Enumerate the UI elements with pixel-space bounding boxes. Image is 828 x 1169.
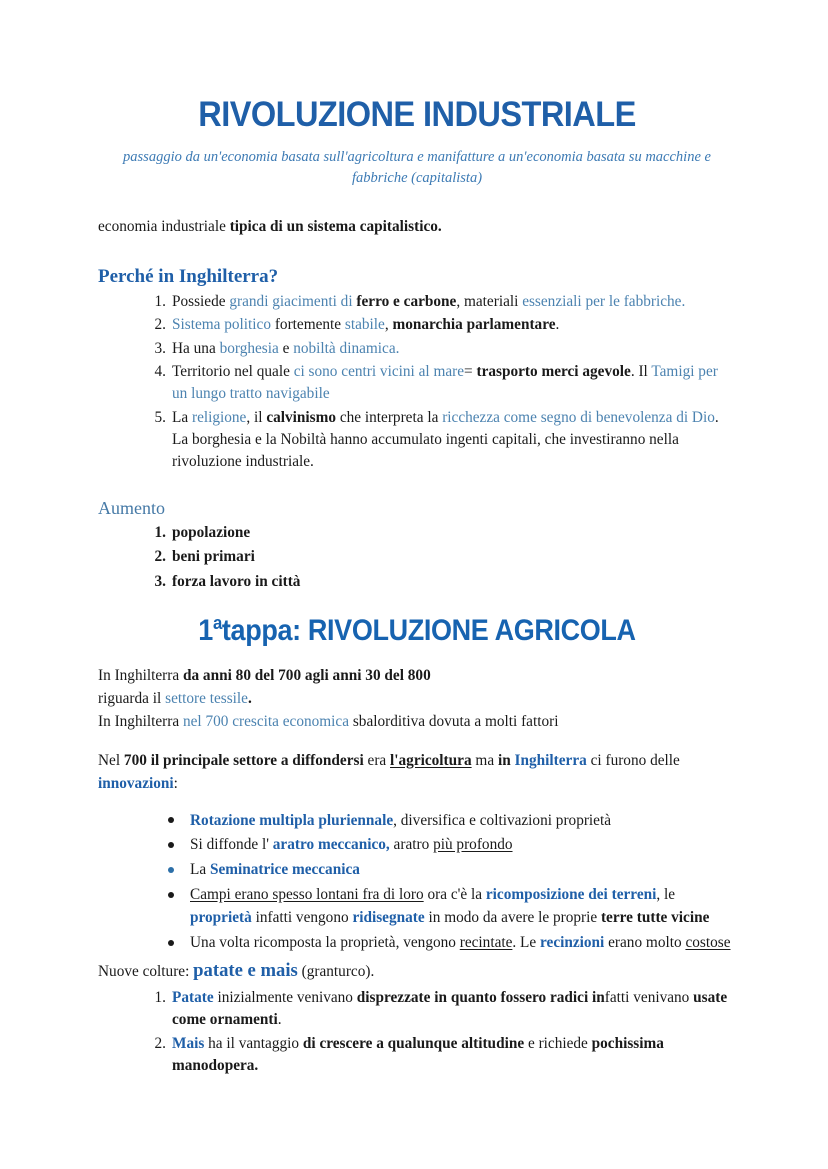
text-run: Patate xyxy=(172,989,214,1007)
text-run: innovazioni xyxy=(98,774,174,792)
text-run: (granturco). xyxy=(297,963,375,981)
text-run: era xyxy=(363,751,391,769)
bullet-icon xyxy=(168,940,174,946)
list-item xyxy=(150,570,736,593)
text-run: economia industriale xyxy=(98,218,230,236)
list-item xyxy=(168,932,736,955)
text-run: tipica di un sistema capitalistico. xyxy=(229,218,442,236)
banner-prefix: 1 xyxy=(198,613,213,647)
text-run: ci furono delle xyxy=(586,751,680,769)
text-run: infatti vengono xyxy=(251,909,353,927)
list-nuove-colture xyxy=(98,987,736,1077)
text-run: In Inghilterra xyxy=(98,712,183,730)
list-item xyxy=(150,338,736,360)
bullet-icon xyxy=(168,817,174,823)
text-run: in modo da avere le proprie xyxy=(424,909,601,927)
text-run: Rotazione multipla pluriennale xyxy=(190,811,394,829)
page-subtitle: passaggio da un'economia basata sull'agricoltura e manifatture a un'economia basata su macchine e fabbriche (capitalista) xyxy=(123,149,711,186)
tappa-line xyxy=(98,665,736,688)
list-item xyxy=(168,810,736,833)
text-run: borghesia xyxy=(219,339,279,357)
text-run: Territorio nel quale xyxy=(172,362,294,380)
text-run: recintate xyxy=(459,934,513,952)
text-run: inizialmente venivano xyxy=(213,989,357,1007)
spacer xyxy=(98,796,736,810)
text-run: = xyxy=(464,362,477,380)
text-run: religione xyxy=(191,408,247,426)
tappa-line xyxy=(98,688,736,711)
list-item xyxy=(150,361,736,406)
text-run: in xyxy=(497,751,515,769)
text-run: trasporto merci agevole xyxy=(476,362,631,380)
text-run: La xyxy=(190,861,210,879)
banner-ordinal-sup: a xyxy=(212,611,222,633)
intro-paragraph xyxy=(98,216,736,239)
text-run: beni primari xyxy=(172,548,255,566)
spacer xyxy=(98,188,736,216)
text-run: , diversifica e coltivazioni proprietà xyxy=(393,811,612,829)
text-run: nobiltà dinamica. xyxy=(293,339,400,357)
text-run: : xyxy=(173,774,178,792)
text-run: ora c'è la xyxy=(423,886,486,904)
list-item xyxy=(150,545,736,568)
text-run: . Il xyxy=(630,362,652,380)
text-run: costose xyxy=(685,934,731,952)
text-run: ferro e carbone xyxy=(356,292,457,310)
text-run: di crescere a qualunque altitudine xyxy=(302,1034,525,1052)
text-run: ha il vantaggio xyxy=(204,1034,303,1052)
text-run: Una volta ricomposta la proprietà, vengono xyxy=(190,934,460,952)
spacer xyxy=(98,594,736,614)
text-run: calvinismo xyxy=(266,408,337,426)
list-item xyxy=(150,407,736,474)
text-run: , le xyxy=(656,886,676,904)
heading-perche-in-inghilterra: Perché in Inghilterra? xyxy=(98,266,279,288)
text-run: , il xyxy=(246,408,267,426)
text-run: usate come ornamenti xyxy=(172,989,728,1029)
list-item xyxy=(168,859,736,882)
spacer xyxy=(98,475,736,497)
text-run: essenziali per le fabbriche. xyxy=(522,292,686,310)
text-run: patate e mais xyxy=(193,960,298,982)
text-run: . xyxy=(247,689,252,707)
text-run: Inghilterra xyxy=(514,751,587,769)
text-run: Si diffonde l' xyxy=(190,836,273,854)
list-aumento xyxy=(98,521,736,593)
text-run: . xyxy=(277,1011,282,1029)
text-run: pochissima manodopera. xyxy=(172,1034,664,1075)
text-run: ci sono centri vicini al mare xyxy=(293,362,465,380)
text-run: aratro meccanico, xyxy=(272,836,390,854)
list-item xyxy=(150,521,736,544)
text-run: stabile xyxy=(344,316,385,334)
text-run: monarchia parlamentare xyxy=(392,316,556,334)
text-run: . Le xyxy=(512,934,541,952)
list-item xyxy=(150,314,736,336)
text-run: popolazione xyxy=(172,524,251,542)
text-run: Seminatrice meccanica xyxy=(209,861,360,879)
text-run: disprezzate in quanto fossero radici in xyxy=(356,989,605,1007)
list-item xyxy=(168,834,736,857)
text-run: settore tessile xyxy=(165,689,248,707)
spacer xyxy=(98,647,736,665)
heading-prima-tappa xyxy=(130,611,704,647)
text-run: In Inghilterra xyxy=(98,666,183,684)
text-run: e richiede xyxy=(524,1034,592,1052)
text-run: l'agricoltura xyxy=(390,751,472,769)
innovazioni-paragraph xyxy=(98,750,736,796)
text-run: Ha una xyxy=(172,339,220,357)
text-run: Nuove colture: xyxy=(98,963,194,981)
heading-aumento: Aumento xyxy=(98,497,165,518)
list-innovazioni xyxy=(98,810,736,956)
list-item xyxy=(150,987,736,1032)
text-run: ma xyxy=(471,751,498,769)
text-run: fortemente xyxy=(271,316,345,334)
text-run: aratro xyxy=(389,836,434,854)
text-run: Sistema politico xyxy=(172,316,271,334)
text-run: che interpreta la xyxy=(336,408,443,426)
text-run: 700 il principale settore a diffondersi xyxy=(123,751,364,769)
bullet-icon xyxy=(168,842,174,848)
text-run: recinzioni xyxy=(540,934,605,952)
list-item xyxy=(150,1033,736,1078)
text-run: riguarda il xyxy=(98,689,166,707)
text-run: grandi giacimenti di xyxy=(229,292,357,310)
text-run: . La borghesia e la Nobiltà hanno accumulato ingenti capitali, che investiranno nella rivoluzione industriale. xyxy=(172,408,719,471)
text-run: fatti venivano xyxy=(604,989,694,1007)
text-run: ricomposizione dei terreni xyxy=(485,886,657,904)
text-run: Mais xyxy=(172,1034,205,1052)
text-run: erano molto xyxy=(604,934,686,952)
text-run: , xyxy=(384,316,393,334)
bullet-icon xyxy=(168,892,174,898)
text-run: più profondo xyxy=(433,836,513,854)
text-run: ricchezza come segno di benevolenza di Dio xyxy=(442,408,715,426)
text-run: La xyxy=(172,408,192,426)
text-run: da anni 80 del 700 agli anni 30 del 800 xyxy=(182,666,431,684)
text-run: e xyxy=(278,339,294,357)
nuove-colture-line xyxy=(98,957,736,985)
text-run: proprietà xyxy=(190,909,252,927)
spacer xyxy=(98,239,736,265)
banner-rest: tappa: RIVOLUZIONE AGRICOLA xyxy=(221,613,636,647)
page-title: RIVOLUZIONE INDUSTRIALE xyxy=(198,95,636,134)
text-run: sbalorditiva dovuta a molti fattori xyxy=(349,712,559,730)
list-item xyxy=(168,884,736,930)
tappa-lines xyxy=(98,665,736,734)
text-run: Campi erano spesso lontani fra di loro xyxy=(190,886,424,904)
bullet-icon xyxy=(168,867,174,873)
text-run: Tamigi per un lungo tratto navigabile xyxy=(172,362,718,403)
tappa-line xyxy=(98,711,736,734)
spacer xyxy=(98,734,736,750)
text-run: terre tutte vicine xyxy=(600,909,710,927)
text-run: forza lavoro in città xyxy=(172,572,301,590)
text-run: Possiede xyxy=(172,292,230,310)
text-run: . xyxy=(555,316,560,334)
text-run: ridisegnate xyxy=(352,909,425,927)
list-perche-in-inghilterra xyxy=(98,291,736,474)
list-item xyxy=(150,291,736,313)
text-run: Nel xyxy=(98,751,124,769)
text-run: , materiali xyxy=(456,292,523,310)
text-run: nel 700 crescita economica xyxy=(182,712,350,730)
